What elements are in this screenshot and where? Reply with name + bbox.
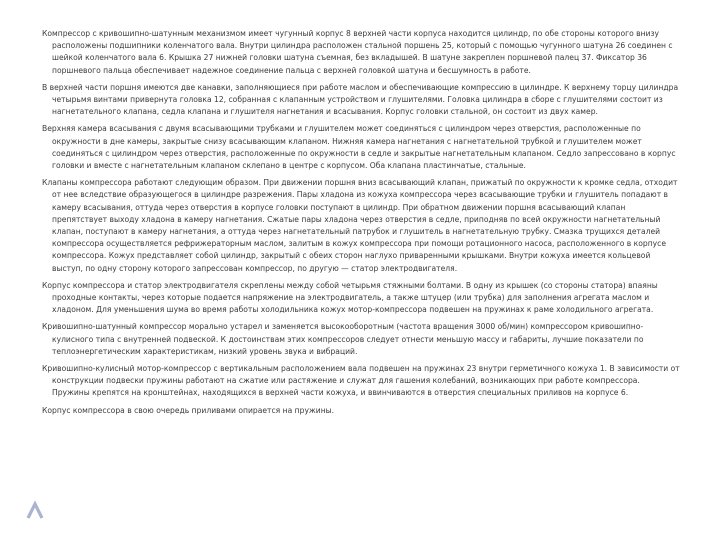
paragraph-7: Кривошипно-кулисный мотор-компрессор с вертикальным расположением вала подвешен на пружинах 23 внутри герметичного кожуха 1. В зависимости от конструкции подвески пружины работают на сжатие или растяжение и служат для гашения колебаний, возникающих при работе компрессора. Пружины крепятся на кронштейнах, находящихся в верхней части кожуха, и ввинчиваются в отверстия специальных приливов на корпусе 6.: [42, 364, 680, 398]
document-text: [40, 28, 680, 422]
paragraph-3: Верхняя камера всасывания с двумя всасывающими трубками и глушителем может соединяться с цилиндром через отверстия, расположенные по окружности в дне камеры, закрытые снизу всасывающим клапаном. Нижняя камера нагнетания с нагнетательной трубкой и глушителем может соединяться с цилиндром через отверстия, расположенные по окружности в седле и закрытые нагнетательным клапаном. Седло запрессовано в корпус головки и вместе с нагнетательным клапаном склепано в центре с корпусом. Оба клапана пластинчатые, стальные.: [42, 124, 676, 171]
paragraph-8: Корпус компрессора в свою очередь приливами опирается на пружины.: [42, 405, 335, 415]
chevron-icon[interactable]: [24, 500, 46, 522]
paragraph-5: Корпус компрессора и статор электродвигателя скреплены между собой четырьмя стяжными болтами. В одну из крышек (со стороны статора) впаяны проходные контакты, через которые подается напряжение на электродвигатель, а также штуцер (или трубка) для заполнения агрегата маслом и хладоном. Для уменьшения шума во время работы холодильника кожух мотор-компрессора подвешен на пружинах к раме холодильного агрегата.: [42, 280, 658, 315]
paragraph-6: Кривошипно-шатунный компрессор морально устарел и заменяется высокооборотным (частота вращения 3000 об/мин) компрессором кривошипно-кулисного типа с внутренней подвеской. К достоинствам этих компрессоров следует отнести меньшую массу и габариты, лучшие показатели по теплоэнергетическим характеристикам, низкий уровень звука и вибраций.: [42, 322, 644, 356]
paragraph-1: Компрессор с кривошипно-шатунным механизмом имеет чугунный корпус 8 верхней части корпуса находится цилиндр, по обе стороны которого внизу расположены подшипники коленчатого вала. Внутри цилиндра расположен стальной поршень 25, который с помощью чугунного шатуна 26 соединен с шейкой коленчатого вала 6. Крышка 27 нижней головки шатуна съемная, без вкладышей. В шатуне закреплен поршневой палец 37. Фиксатор 36 поршневого пальца обеспечивает надежное соединение пальца с верхней головкой шатуна и бесшумность в работе.: [42, 29, 673, 75]
paragraph-2: В верхней части поршня имеются две канавки, заполняющиеся при работе маслом и обеспечивающие компрессию в цилиндре. К верхнему торцу цилиндра четырьмя винтами привернута головка 12, собранная с клапанным устройством и глушителями. Головка цилиндра в сборе с глушителями состоит из нагнетательного клапана, седла клапана и глушителя нагнетания и всасывания. Корпус головки стальной, он состоит из двух камер.: [42, 82, 679, 117]
paragraph-4: Клапаны компрессора работают следующим образом. При движении поршня вниз всасывающий клапан, прижатый по окружности к кромке седла, отходит от нее вследствие образующегося в цилиндре разрежения. Пары хладона из кожуха компрессора через всасывающие трубки и глушитель попадают в камеру всасывания, оттуда через отверстия в корпусе головки поступают в цилиндр. При обратном движении поршня всасывающий клапан препятствует выходу хладона в камеру нагнетания. Сжатые пары хладона через отверстия в седле, приподняв по всей окружности нагнетательный клапан, поступают в камеру нагнетания, а оттуда через нагнетательный патрубок и глушитель в нагнетательную трубку. Смазка трущихся деталей компрессора осуществляется рефрижераторным маслом, залитым в кожух компрессора при помощи ротационного насоса, расположенного в корпусе компрессора. Кожух представляет собой цилиндр, закрытый с обеих сторон наглухо приваренными крышками. Внутри кожуха имеется кольцевой выступ, по одну сторону которого запрессован компрессор, по другую — статор электродвигателя.: [42, 178, 678, 273]
